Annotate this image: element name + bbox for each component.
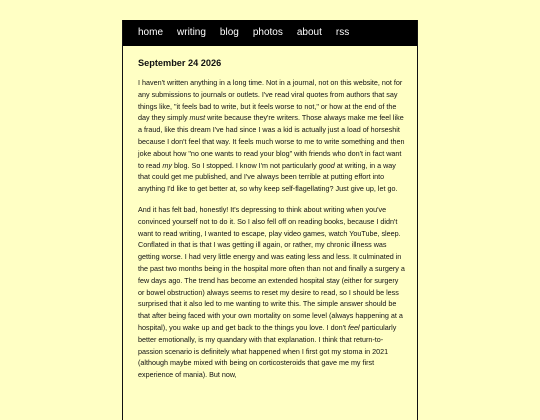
nav-photos-link[interactable]: photos [252, 27, 283, 38]
emphasis-text: must [189, 113, 206, 123]
nav-writing-link[interactable]: writing [177, 27, 206, 38]
emphasis-text: good [318, 160, 335, 170]
nav-blog-link[interactable]: blog [219, 27, 239, 38]
post-date: September 24 2026 [138, 58, 222, 68]
nav-rss-link[interactable]: rss [335, 27, 350, 38]
page-column [122, 20, 418, 420]
post-paragraph-2: And it has felt bad, honestly! It's depressing to think about writing when you've convinced yourself not to do it. So I also fell off on reading books, because I didn't want to read writing, I wanted to escape, play video games, watch YouTube, sleep. Conflated in that is that I was getting ill again, or rather, my chronic illness was getting worse. I had very little energy and was eating less and less. It culminated in the past two months being in the hospital more often than not and finally a surgery a few days ago. The trend has become an extended hospital stay (either for surgery or bowel obstruction) always seems to reset my desire to read, so I should be less surprised that it also led to me wanting to write this. The simple answer should be that after being faced with your own mortality on some level (always happening at a hospital), you wake up and get back to the things you love. I don't feel particularly better emotionally, is my quandary with that explanation. I think that return-to-passion scenario is definitely what happened when I first got my stoma in 2021 (although maybe mixed with being on corticosteroids that gave me my first experience of mania). But now, [138, 204, 405, 380]
blog-post [138, 58, 406, 390]
post-paragraph-1: I haven't written anything in a long time. Not in a journal, not on this website, not for any submissions to journals or outlets. I've read viral quotes from authors that say things like, "it feels bad to write, but it feels worse to not," or how at the end of the day they simply must write because they're writers. Those always make me feel like a fraud, like this dream I've had since I was a kid is actually just a load of horseshit because I don't feel that way. It feels much worse to me to write something and then joke about how "no one wants to read your blog" with friends who don't in fact want to read my blog. So I stopped. I know I'm not particularly good at writing, in a way that could get me published, and I've always been terrible at putting effort into anything I'd like to get better at, so why keep self-flagellating? Just give up, let go. [138, 78, 405, 194]
top-nav [123, 20, 417, 46]
emphasis-text: feel [347, 322, 360, 332]
emphasis-text: my [162, 160, 172, 170]
nav-about-link[interactable]: about [296, 27, 322, 38]
nav-home-link[interactable]: home [138, 27, 164, 38]
